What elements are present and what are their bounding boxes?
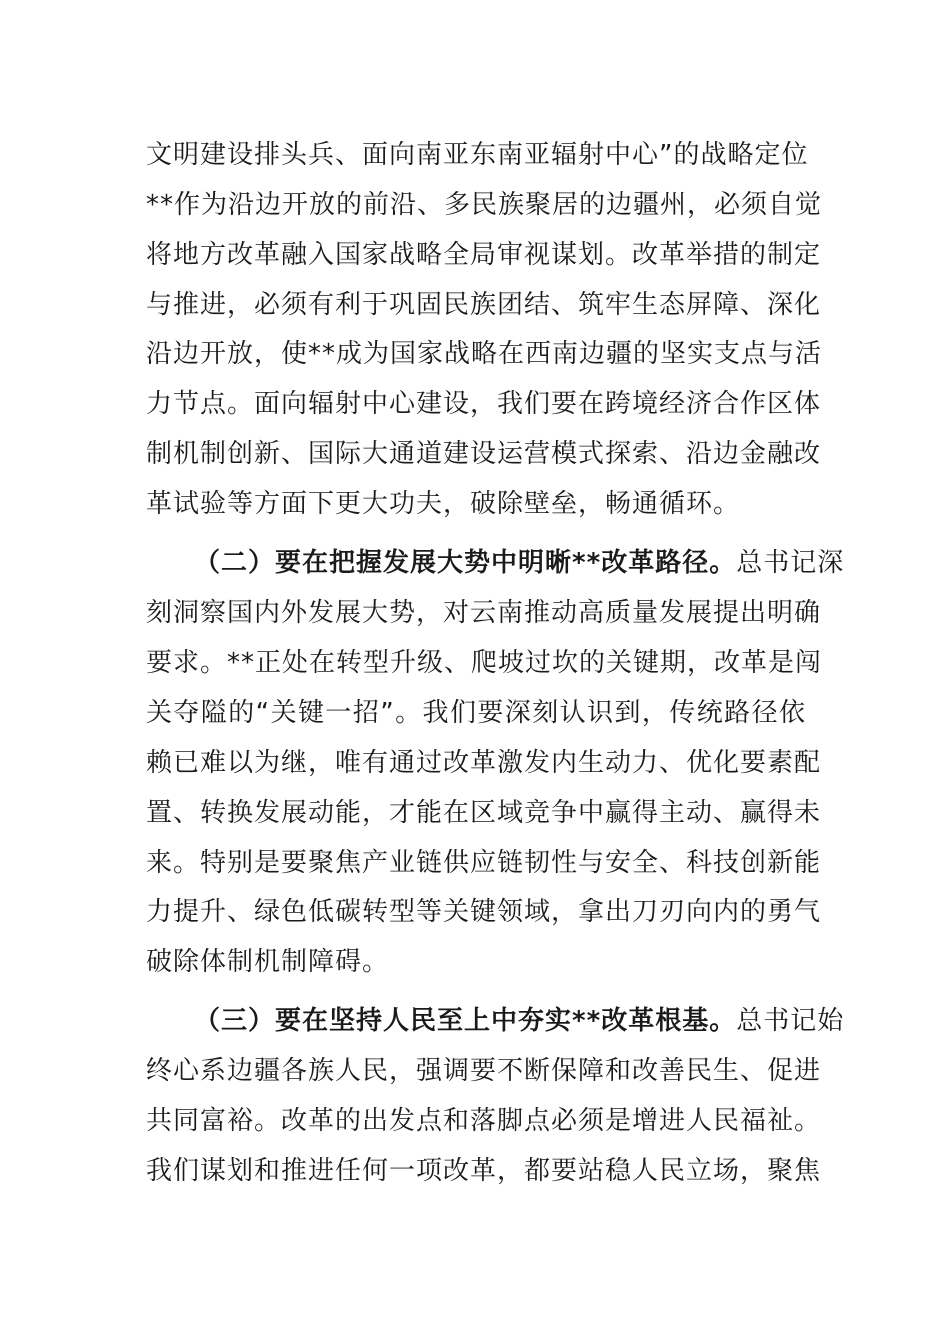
paragraph-2-first-line	[194, 545, 845, 581]
paragraph-3-first-line-rest: 总书记始	[736, 1006, 845, 1036]
paragraph-3-first-line	[194, 1003, 845, 1039]
paragraph-3-line-3: 共同富裕。改革的出发点和落脚点必须是增进人民福祉。	[146, 1106, 822, 1136]
paragraph-1-line-7: 制机制创新、国际大通道建设运营模式探索、沿边金融改	[146, 439, 822, 469]
paragraph-2-line-3: 要求。**正处在转型升级、爬坡过坎的关键期，改革是闯	[146, 648, 823, 678]
paragraph-3-line-2: 终心系边疆各族人民，强调要不断保障和改善民生、促进	[146, 1056, 822, 1086]
paragraph-2-line-5: 赖已难以为继，唯有通过改革激发内生动力、优化要素配	[146, 748, 822, 778]
paragraph-2-line-7: 来。特别是要聚焦产业链供应链韧性与安全、科技创新能	[146, 848, 822, 878]
paragraph-2-line-8: 力提升、绿色低碳转型等关键领域，拿出刀刃向内的勇气	[146, 897, 822, 927]
paragraph-2-first-line-rest: 总书记深	[736, 548, 845, 578]
paragraph-1-line-3: 将地方改革融入国家战略全局审视谋划。改革举措的制定	[146, 240, 822, 270]
paragraph-3-heading: （三）要在坚持人民至上中夯实**改革根基。	[194, 1006, 737, 1036]
paragraph-2-line-6: 置、转换发展动能，才能在区域竞争中赢得主动、赢得未	[146, 798, 822, 828]
paragraph-1-line-1: 文明建设排头兵、面向南亚东南亚辐射中心”的战略定位	[146, 140, 809, 170]
paragraph-1-line-6: 力节点。面向辐射中心建设，我们要在跨境经济合作区体	[146, 389, 822, 419]
paragraph-1-line-5: 沿边开放，使**成为国家战略在西南边疆的坚实支点与活	[146, 339, 823, 369]
paragraph-2-line-9: 破除体制机制障碍。	[146, 947, 390, 977]
paragraph-2-heading: （二）要在把握发展大势中明晰**改革路径。	[194, 548, 737, 578]
paragraph-3-line-4: 我们谋划和推进任何一项改革，都要站稳人民立场，聚焦	[146, 1156, 822, 1186]
paragraph-1-line-2: **作为沿边开放的前沿、多民族聚居的边疆州，必须自觉	[146, 190, 823, 220]
paragraph-1-line-4: 与推进，必须有利于巩固民族团结、筑牢生态屏障、深化	[146, 290, 822, 320]
paragraph-1-line-8: 革试验等方面下更大功夫，破除壁垒，畅通循环。	[146, 489, 741, 519]
paragraph-2-line-2: 刻洞察国内外发展大势，对云南推动高质量发展提出明确	[146, 598, 822, 628]
paragraph-2-line-4: 关夺隘的“关键一招”。我们要深刻认识到，传统路径依	[146, 698, 806, 728]
